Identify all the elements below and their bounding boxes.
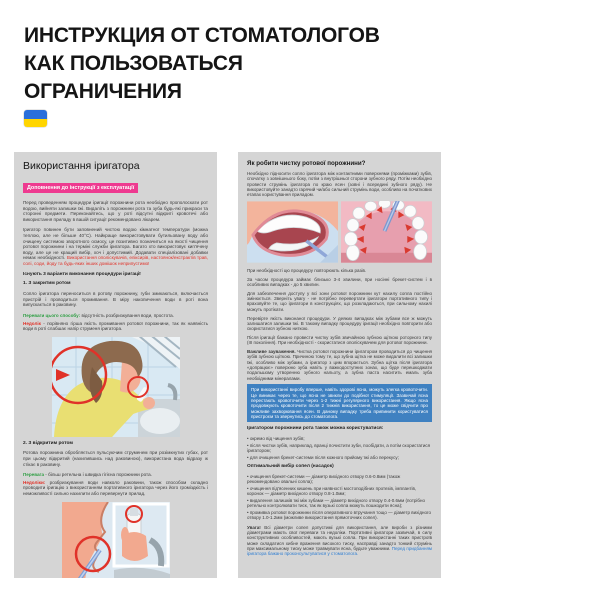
pros-label: Перевага [23, 472, 45, 478]
open-mouth-illustration [62, 502, 170, 578]
title-line-1: ИНСТРУКЦИЯ ОТ СТОМАТОЛОГОВ [24, 24, 380, 47]
list-item: • після чистки зубів, наприклад, вранці почистити зуби, пообідати, а потім скористатися іригатором; [247, 442, 431, 453]
document-title: Як робити чистку ротової порожнини? [247, 160, 366, 167]
cons-label: Недоліки: [23, 479, 46, 485]
attention-note [247, 525, 432, 557]
attention-body: Всі діаметри сопел допустимі для використання, але вироби з різними діаметрами мають свої переваги та недоліки. Портативні іригатори зазвичай, в силу конструктивних особливостей, мають вузькі сопла. При використанні таких пристроїв може складатися хибне враження високого тиску, насправді занадто тонкий струмінь при максимальному тиску може травмувати ясна, будьте уважними. [247, 524, 432, 551]
also-use-heading: Іригатором порожнини рота також можна користуватися: [247, 426, 384, 432]
dental-arch-illustration [341, 201, 432, 263]
list-item: • промивка ротової порожнини після оперативного втручання тощо — діаметр вихідного отвору 1.0-1.2мм (можливе використання прямоточних сопел). [247, 510, 432, 521]
variant2-pros [23, 472, 208, 478]
page-title [24, 22, 380, 106]
list-item: • окремо від чищення зубів; [247, 435, 305, 441]
variant1-pros [23, 313, 208, 319]
instruction-page-cleaning[interactable] [238, 152, 441, 578]
variant1-cons [23, 321, 208, 332]
ukraine-flag-icon [24, 110, 47, 127]
list-item: • очищення під'ясенних кишень при наявності мостоподібних протезів, імплантів, коронок — діаметр вихідного отвору 0.8-1.0мм; [247, 485, 417, 497]
variant2-cons [23, 480, 208, 497]
cleaning-paragraph: Після іригації бажано провести чистку зубів звичайною зубною щіткою роторного типу (III покоління). При необхідності - скористатися ополіскувачем для ротової порожнини. [247, 334, 432, 346]
closed-mouth-illustration [52, 337, 180, 437]
variants-heading: Існують 3 варіанти виконання процедури іригації [23, 271, 141, 277]
pros-text: відсутність розбризкування води, простота. [81, 312, 174, 318]
instruction-page-usage[interactable] [14, 152, 217, 578]
cleaning-paragraph: Перевірте якість виконаної процедури. У деяких випадках між зубами все ж можуть залишатися залишки їжі. В такому випадку процедуру іригації необхідно повторити або скористатися зубною ниткою. [247, 315, 432, 332]
cleaning-paragraph: Для забезпечення доступу у всі зони ротової порожнини кут нахилу сопла постійно змінюється. Зверніть увагу - не потрібно перевертати іригатори портативного типу і враховуйте те, що іригатори в конструкціях, що розкладаються, при сильному нахилі можуть протікати. [247, 290, 432, 312]
consult-note: Перед придбанням іригатора бажано проконсультуватися у стоматолога. [247, 545, 432, 557]
cleaning-intro: Необхідно підносити сопло іригатора між контактними поверхнями (проміжками) зубів, спочатку з зовнішнього боку, потім з внутрішньої сторони зубного ряду. Потім необхідно провести струмінь іригатора по краю ясен (зовні і всередині зубного ряду). Не використовуйте занадто гарячий чи/або сильний струмінь води, особливо на початкових етапах користування приладом. [247, 171, 432, 198]
variant1-heading: 1. З закритим ротом [23, 281, 71, 287]
attention-label: Увага! [247, 524, 261, 530]
important-label: Важливе зауваження. [247, 349, 296, 355]
list-item: • для очищення брекет-системи після кожного прийому їжі або перекусу; [247, 454, 399, 460]
subtitle-badge: Доповнення до інструкції з експлуатації [23, 183, 138, 193]
title-line-2: КАК ПОЛЬЗОВАТЬСЯ [24, 52, 243, 75]
cons-text: - порівняно гірша якість промивання ротової порожнини, так як наявність води в роті слабшає напір струменя іригатора. [23, 320, 209, 332]
cons-text: розбризкування води навколо раковини, також способом складно проводити іригацію з використанням портативного іригатора через його громіздкість і неможливості сильно нахилити або перевернути прилад. [23, 479, 208, 497]
bleeding-warning-box: При використанні виробу вперше, навіть здорові ясна, можуть злегка кровоточити. Це виникає через те, що ясна не звикли до подібної стимуляції. Зазвичай ясна перестають кровоточити через 1-2 тижні регулярного використання. Якщо ясна продовжують кровоточити після 2 тижнів використання, то це може свідчити про можливе захворювання ясен. В даному випадку треба припинити користуватися пристроєм та звернутись до стоматолога. [247, 384, 432, 422]
pros-label: Переваги цього способу: [23, 312, 81, 318]
intro-paragraph: Перед проведенням процедури іригації порожнини рота необхідно прополоскати рот водою, вийняти залишки їжі. Видаліть з порожнини рота та зуба будь-які прикраси та сторонні предмети. Переконайтесь, що у роті відсутні відкриті кровотечі або використання приладу в вашій ситуації рекомендовано лікарем. [23, 200, 208, 222]
variant1-body: Сопло іригатора переноситься в ротову порожнину, губи змикаються, включається пристрій і проводиться промивання. В міру накопичення води в роті вона випускається в раковину. [23, 291, 208, 308]
list-item: • видалення залишків їжі між зубами — діаметр вихідного отвору 0.4-0.6мм (потрібно ретельно контролювати тиск, так як вузькі сопла можуть пошкодити ясна); [247, 498, 425, 509]
dental-figures-row [247, 201, 432, 263]
variant2-body: Ротова порожнина обробляється пульсуючим струменем при розімкнутих губах, рот при цьому відкритий (нахилившись над раковиною), використана вода відразу ж стікає в раковину. [23, 450, 208, 467]
teeth-cleaning-illustration [247, 201, 338, 263]
flag-yellow-stripe [24, 119, 47, 128]
water-paragraph [23, 227, 208, 266]
cleaning-paragraph: При необхідності цю процедуру повторюють кілька разів. [247, 267, 367, 273]
water-note: Іригатор повинен бути заповнений чистою водою кімнатної температури (можна теплою, але не більше 40°С). Найкраще використовувати бутильовану воду або очищену системою зворотного осмосу, це позитивно позначиться на якості чищення ротової порожнини і на терміні служби іригатора. Багато хто використовує кип'ячену воду, але це не кращий вибір, хоч і допустимий. Додавати спеціалізовані добавки немає необхідності. [23, 227, 208, 261]
list-item: • очищення брекет-системи — діаметр вихідного отвору 0.6-0.8мм (також рекомендовано овальні сопла); [247, 473, 401, 485]
nozzle-heading: Оптимальний вибір сопел (насадок) [247, 464, 334, 470]
water-warning: Використання ополіскувачів, еліксирів, настоянок/екстрактів трав, солі, соди, йоду та будь-яких інших домішок неприпустимо! [23, 255, 208, 266]
also-use-list [247, 436, 432, 460]
important-note [247, 349, 432, 381]
cleaning-paragraph: За часом процедура займає близько 3-4 хвилини, при носінні брекет-систем і в особливих випадках - до 5 хвилин. [247, 276, 432, 288]
cons-label: Недолік [23, 320, 41, 326]
variant2-heading: 2. З відкритим ротом [23, 440, 73, 446]
pros-text: - більш ретельна і швидка гігієна порожнини рота. [45, 472, 152, 478]
flag-blue-stripe [24, 110, 47, 119]
document-title: Використання іригатора [23, 160, 140, 172]
title-line-3: ОГРАНИЧЕНИЯ [24, 80, 182, 103]
important-body: Чистка ротової порожнини іригатором проводиться до чищення зубів зубною щіткою. Причиною тому те, що зубна щітка не може видалити всі залишки їжі, особливо між зубами, а іригатор з цим впорається. Зубна щітка після іригатора «допрацює» поверхню зуба навіть у важкодоступних зонах, що буде перешкоджати подальшому утворенню зубного нальоту, а зубна паста наситить емаль зуба необхідними мінералами. [247, 349, 432, 381]
nozzle-list [247, 474, 432, 521]
